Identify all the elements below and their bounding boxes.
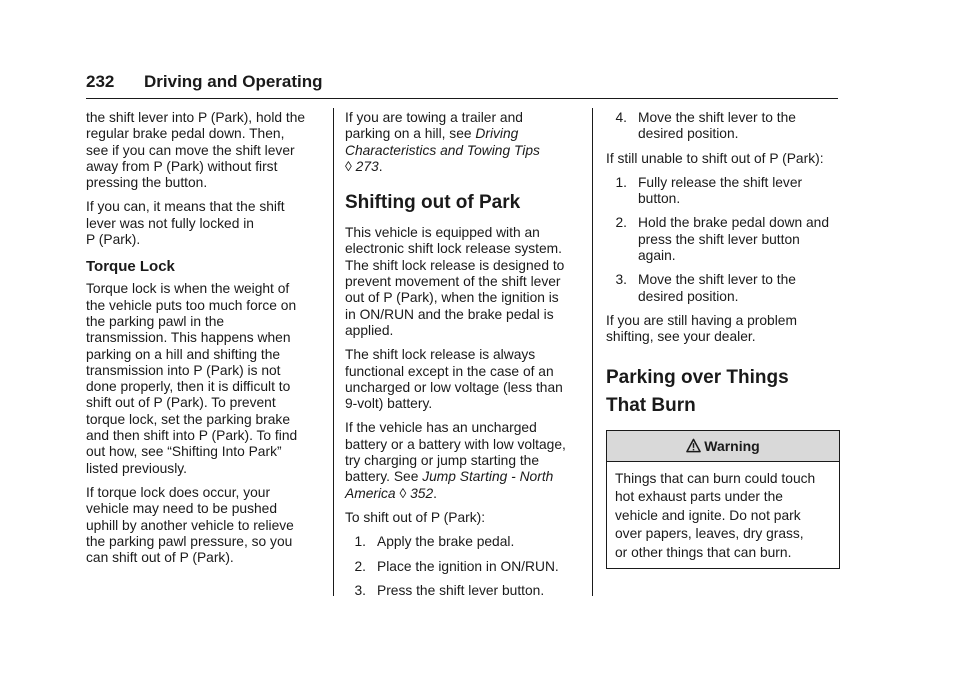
paragraph: Torque lock is when the weight of the vehicle puts too much force on the parking pawl in the transmission. This happens when parking on a hill and shifting the transmission into P (Park) is not done properly, then it is difficult to shift out of P (Park). To prevent torque lock, set the parking brake and then shift into P (Park). To find out how, see “Shifting Into Park” listed previously. bbox=[86, 281, 298, 476]
column-1 bbox=[86, 110, 326, 574]
warning-header bbox=[607, 431, 839, 462]
cross-reference-link[interactable]: Characteristics and Towing Tips bbox=[345, 142, 540, 158]
page-reference[interactable]: 352 bbox=[410, 485, 434, 501]
list-item: 1. Apply the brake pedal. bbox=[354, 534, 515, 550]
paragraph: The shift lock release is always functional except in the case of an uncharged or low voltage (less than 9-volt) battery. bbox=[345, 347, 563, 412]
paragraph: the shift lever into P (Park), hold the regular brake pedal down. Then, see if you can move the shift lever away from P (Park) without first pressing the button. bbox=[86, 110, 306, 191]
cross-reference-link[interactable]: America bbox=[345, 485, 396, 501]
paragraph: If torque lock does occur, your vehicle may need to be pushed uphill by another vehicle to relieve the parking pawl pressure, so you can shift out of P (Park). bbox=[86, 484, 294, 566]
column-divider bbox=[333, 108, 334, 596]
paragraph: To shift out of P (Park): bbox=[345, 509, 486, 525]
list-item: 4. Move the shift lever to the desired position. bbox=[615, 110, 796, 142]
steps-list bbox=[606, 110, 840, 143]
page-ref-icon: ◊ bbox=[399, 485, 407, 501]
page-ref-icon: ◊ bbox=[345, 158, 352, 174]
page-header bbox=[86, 72, 838, 99]
column-divider bbox=[592, 108, 593, 596]
paragraph: If still unable to shift out of P (Park): bbox=[606, 150, 824, 166]
cross-reference-link[interactable]: Jump Starting - North bbox=[422, 469, 554, 485]
warning-text: Things that can burn could touch hot exhaust parts under the vehicle and ignite. Do not park over papers, leaves, dry grass, or other things that can burn. bbox=[615, 470, 816, 560]
section-title: Driving and Operating bbox=[144, 72, 323, 91]
shifting-out-of-park-heading: Shifting out of Park bbox=[345, 192, 521, 214]
parking-over-things-heading: Parking over Things That Burn bbox=[606, 366, 789, 416]
warning-icon bbox=[686, 438, 701, 453]
warning-box bbox=[606, 430, 840, 570]
steps-list bbox=[345, 534, 585, 599]
paragraph: If the vehicle has an uncharged battery or a battery with low voltage, try charging or jump starting the battery. See Jump Starting - North America ◊ 352. bbox=[345, 420, 566, 501]
column-2 bbox=[345, 110, 585, 607]
page-reference[interactable]: 273 bbox=[355, 158, 379, 174]
page-number: 232 bbox=[86, 72, 115, 91]
paragraph: If you can, it means that the shift lever was not fully locked in P (Park). bbox=[86, 199, 285, 248]
cross-reference-link[interactable]: Driving bbox=[475, 126, 519, 142]
paragraph: If you are towing a trailer and parking on a hill, see Driving Characteristics and Towing Tips ◊ 273. bbox=[345, 110, 540, 174]
list-item: 3. Move the shift lever to the desired position. bbox=[615, 272, 796, 304]
torque-lock-heading: Torque Lock bbox=[86, 258, 175, 276]
column-3 bbox=[606, 110, 840, 569]
list-item: 2. Place the ignition in ON/RUN. bbox=[354, 558, 559, 574]
paragraph: This vehicle is equipped with an electronic shift lock release system. The shift lock release is designed to prevent movement of the shift lever out of P (Park), when the ignition is in ON/RUN and the brake pedal is applied. bbox=[345, 225, 565, 338]
steps-list bbox=[606, 175, 840, 305]
list-item: 2. Hold the brake pedal down and press the shift lever button again. bbox=[615, 215, 829, 264]
list-item: 1. Fully release the shift lever button. bbox=[615, 174, 803, 207]
warning-title: Warning bbox=[704, 437, 760, 454]
paragraph: If you are still having a problem shifting, see your dealer. bbox=[606, 312, 797, 345]
list-item: 3. Press the shift lever button. bbox=[354, 582, 545, 598]
